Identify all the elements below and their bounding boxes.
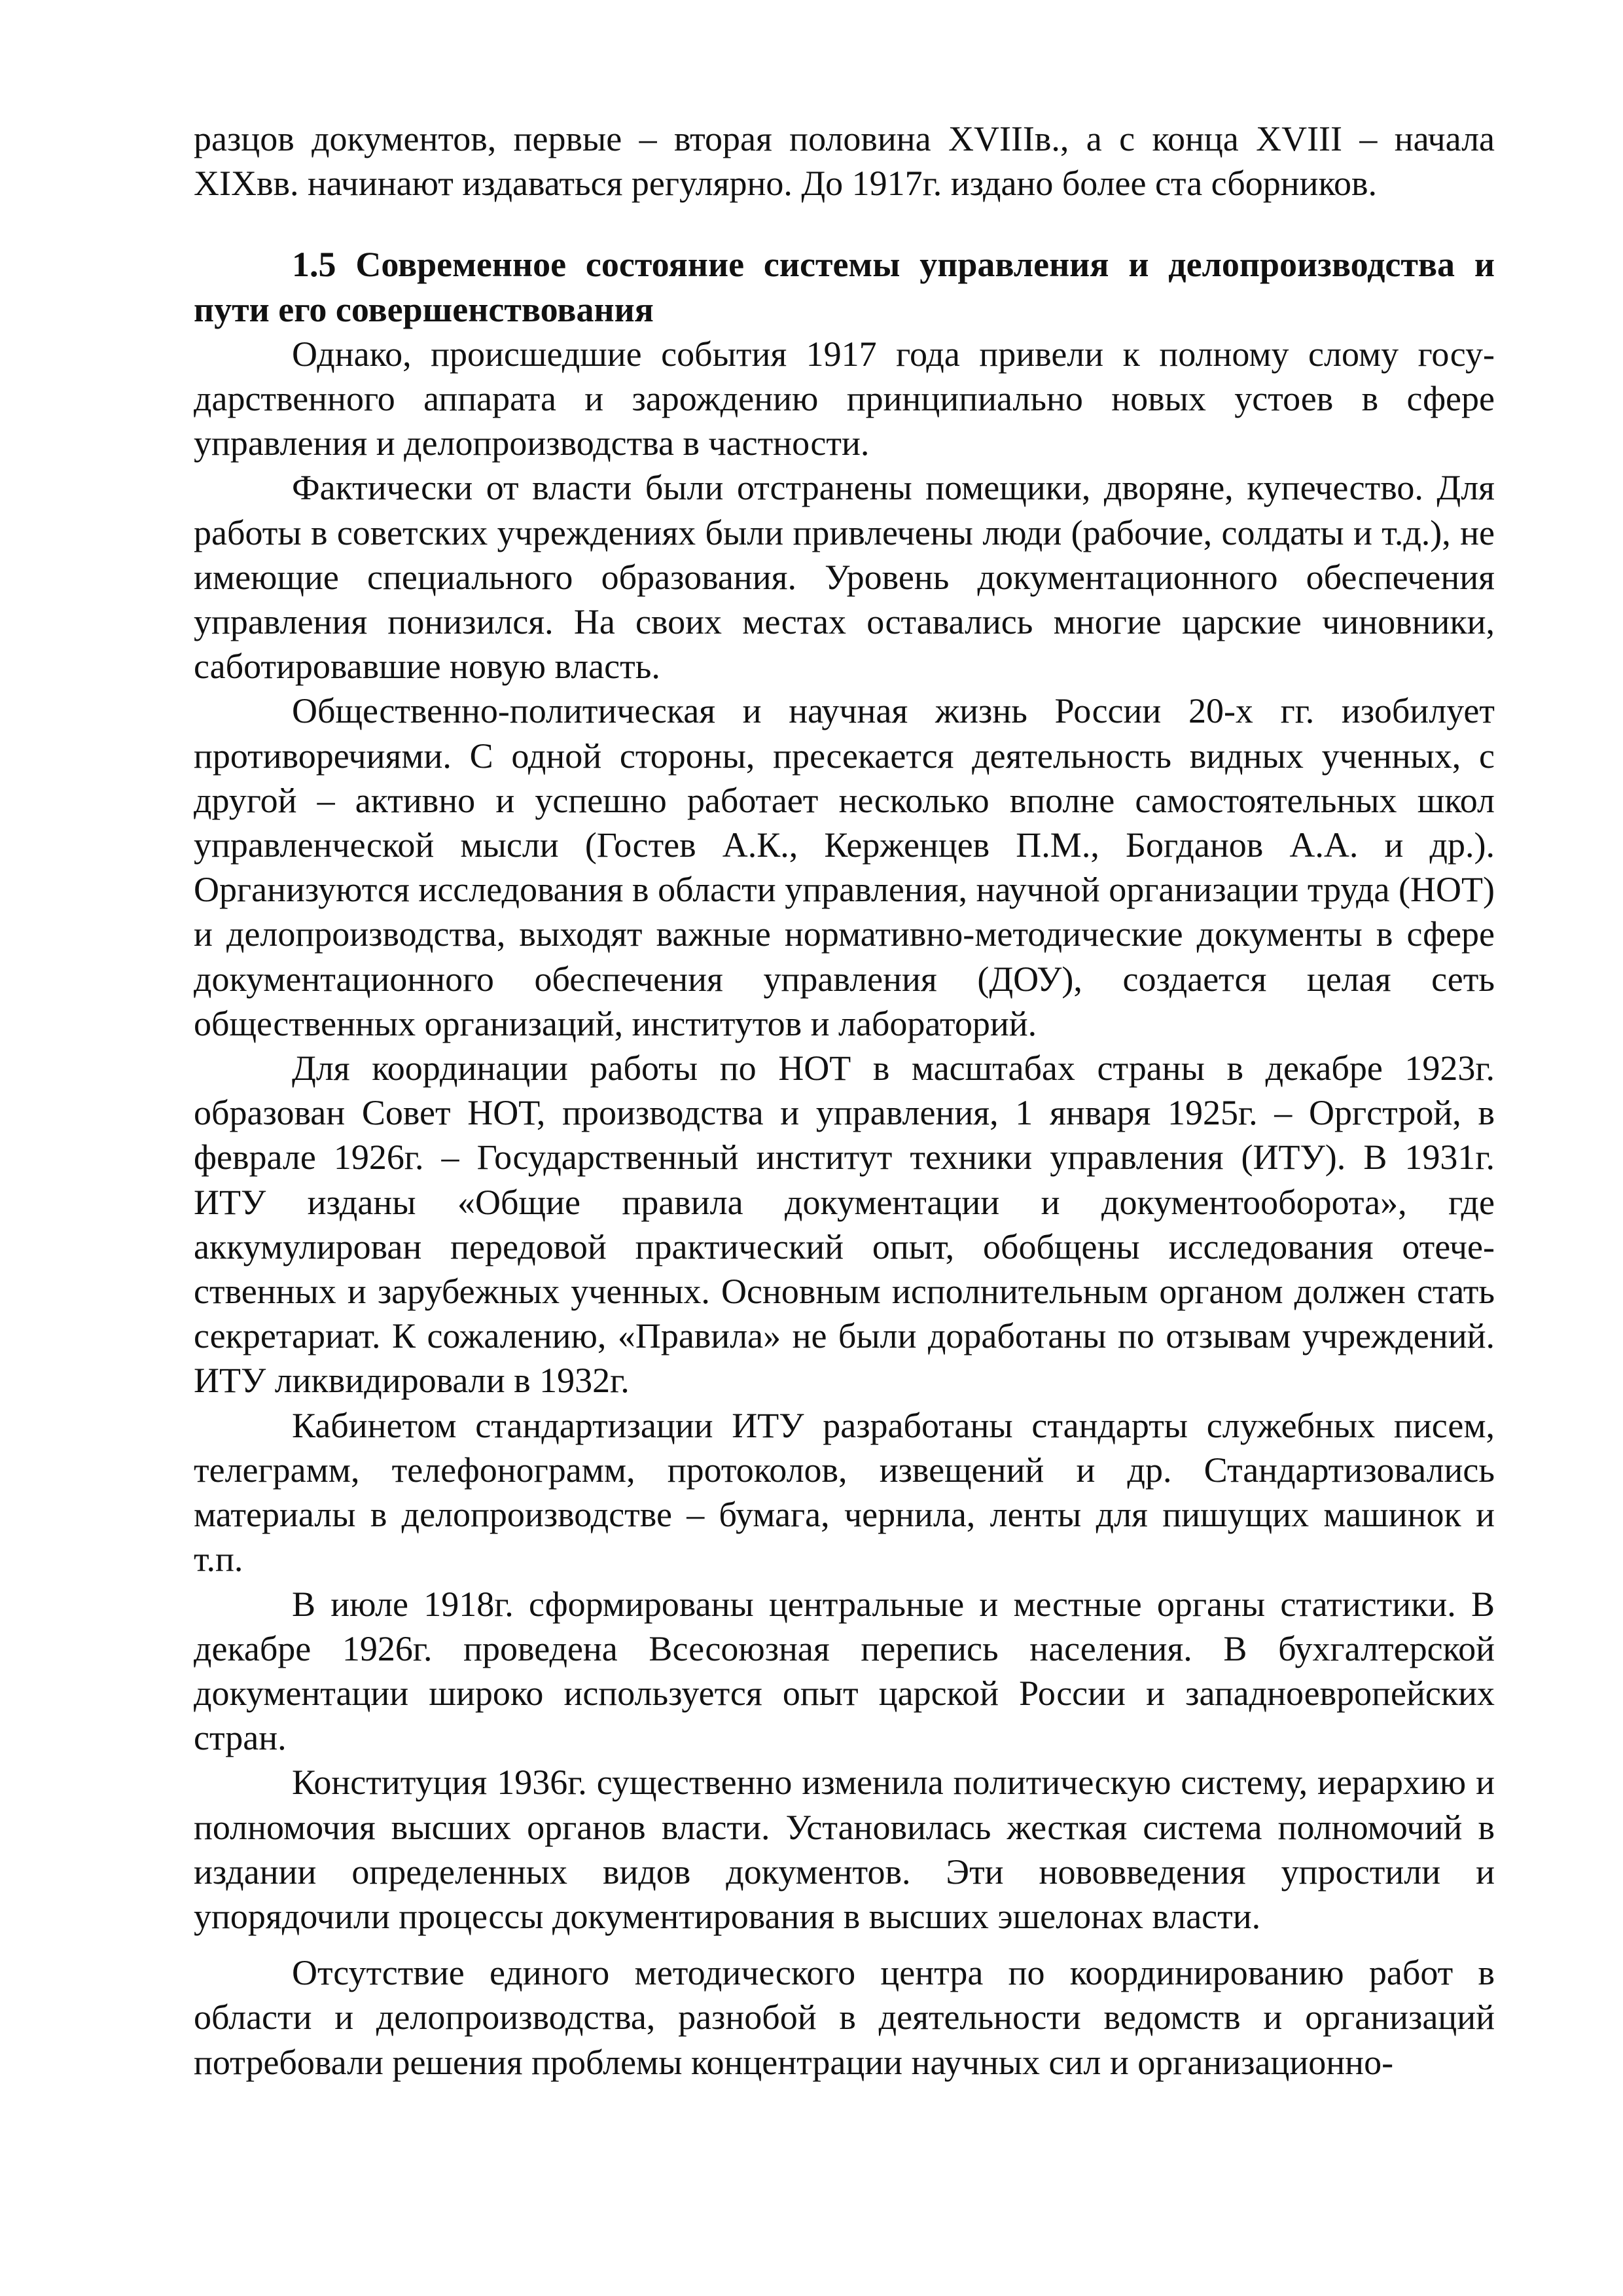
paragraph-1: Однако, происшедшие события 1917 года привели к полному слому государственного аппарата и зарождению принципиально новых устоев в сфере управления и делопроизводства в частности. (194, 334, 1495, 463)
paragraph-3: Общественно-политическая и научная жизнь России 20-х гг. изобилует противоречиями. С одной стороны, пресекается деятельность видных ученных, с другой – активно и успешно работает несколько вполне самостоятельных школ управленческой мысли (Гостев А.К., Керженцев П.М., Богданов А.А. и др.). Организуются исследования в области управления, научной организации труда (НОТ) и делопроизводства, выходят важные нормативно-методические документы в сфере документационного обеспечения управления (ДОУ), создается целая сеть общественных организаций, институтов и лабораторий. (194, 691, 1495, 1043)
paragraph-6: В июле 1918г. сформированы центральные и местные органы статистики. В декабре 1926г. проведена Всесоюзная перепись населения. В бухгалтерской документации широко используется опыт царской России и западноевропейских стран. (194, 1584, 1495, 1758)
paragraph-2: Фактически от власти были отстранены помещики, дворяне, купечество. Для работы в советских учреждениях были привлечены люди (рабочие, солдаты и т.д.), не имеющие специального образования. Уровень документационного обеспечения управления понизился. На своих местах оставались многие царские чиновники, саботировавшие новую власть. (194, 468, 1495, 687)
paragraph-4: Для координации работы по НОТ в масштабах страны в декабре 1923г. образован Совет НОТ, производства и управления, 1 января 1925г. – Оргстрой, в феврале 1926г. – Государственный институт техники управления (ИТУ). В 1931г. ИТУ изданы «Общие правила документации и документооборота», где аккумулирован передовой практический опыт, обобщены исследования отечественных и зарубежных ученных. Основным исполнительным органом должен стать секретариат. К сожалению, «Правила» не были доработаны по отзывам учреждений. ИТУ ликвидировали в 1932г. (194, 1049, 1495, 1401)
intro-paragraph: разцов документов, первые – вторая половина XVIIIв., а с конца XVIII – начала XIXвв. начинают издаваться регулярно. До 1917г. издано более ста сборников. (194, 119, 1495, 204)
section-heading: 1.5 Современное состояние системы управления и делопроизводства и пути его совершенствования (194, 245, 1495, 329)
document-page (194, 117, 1495, 2085)
paragraph-5: Кабинетом стандартизации ИТУ разработаны стандарты служебных писем, телеграмм, телефонограмм, протоколов, извещений и др. Стандартизовались материалы в делопроизводстве – бумага, чернила, ленты для пишущих машинок и т.п. (194, 1405, 1495, 1579)
paragraph-8: Отсутствие единого методического центра по координированию работ в области и делопроизводства, разнобой в деятельности ведомств и организаций потребовали решения проблемы концентрации научных сил и организационно- (194, 1953, 1495, 2082)
paragraph-7: Конституция 1936г. существенно изменила политическую систему, иерархию и полномочия высших органов власти. Установилась жесткая система полномочий в издании определенных видов документов. Эти нововведения упростили и упорядочили процессы документирования в высших эшелонах власти. (194, 1763, 1495, 1936)
